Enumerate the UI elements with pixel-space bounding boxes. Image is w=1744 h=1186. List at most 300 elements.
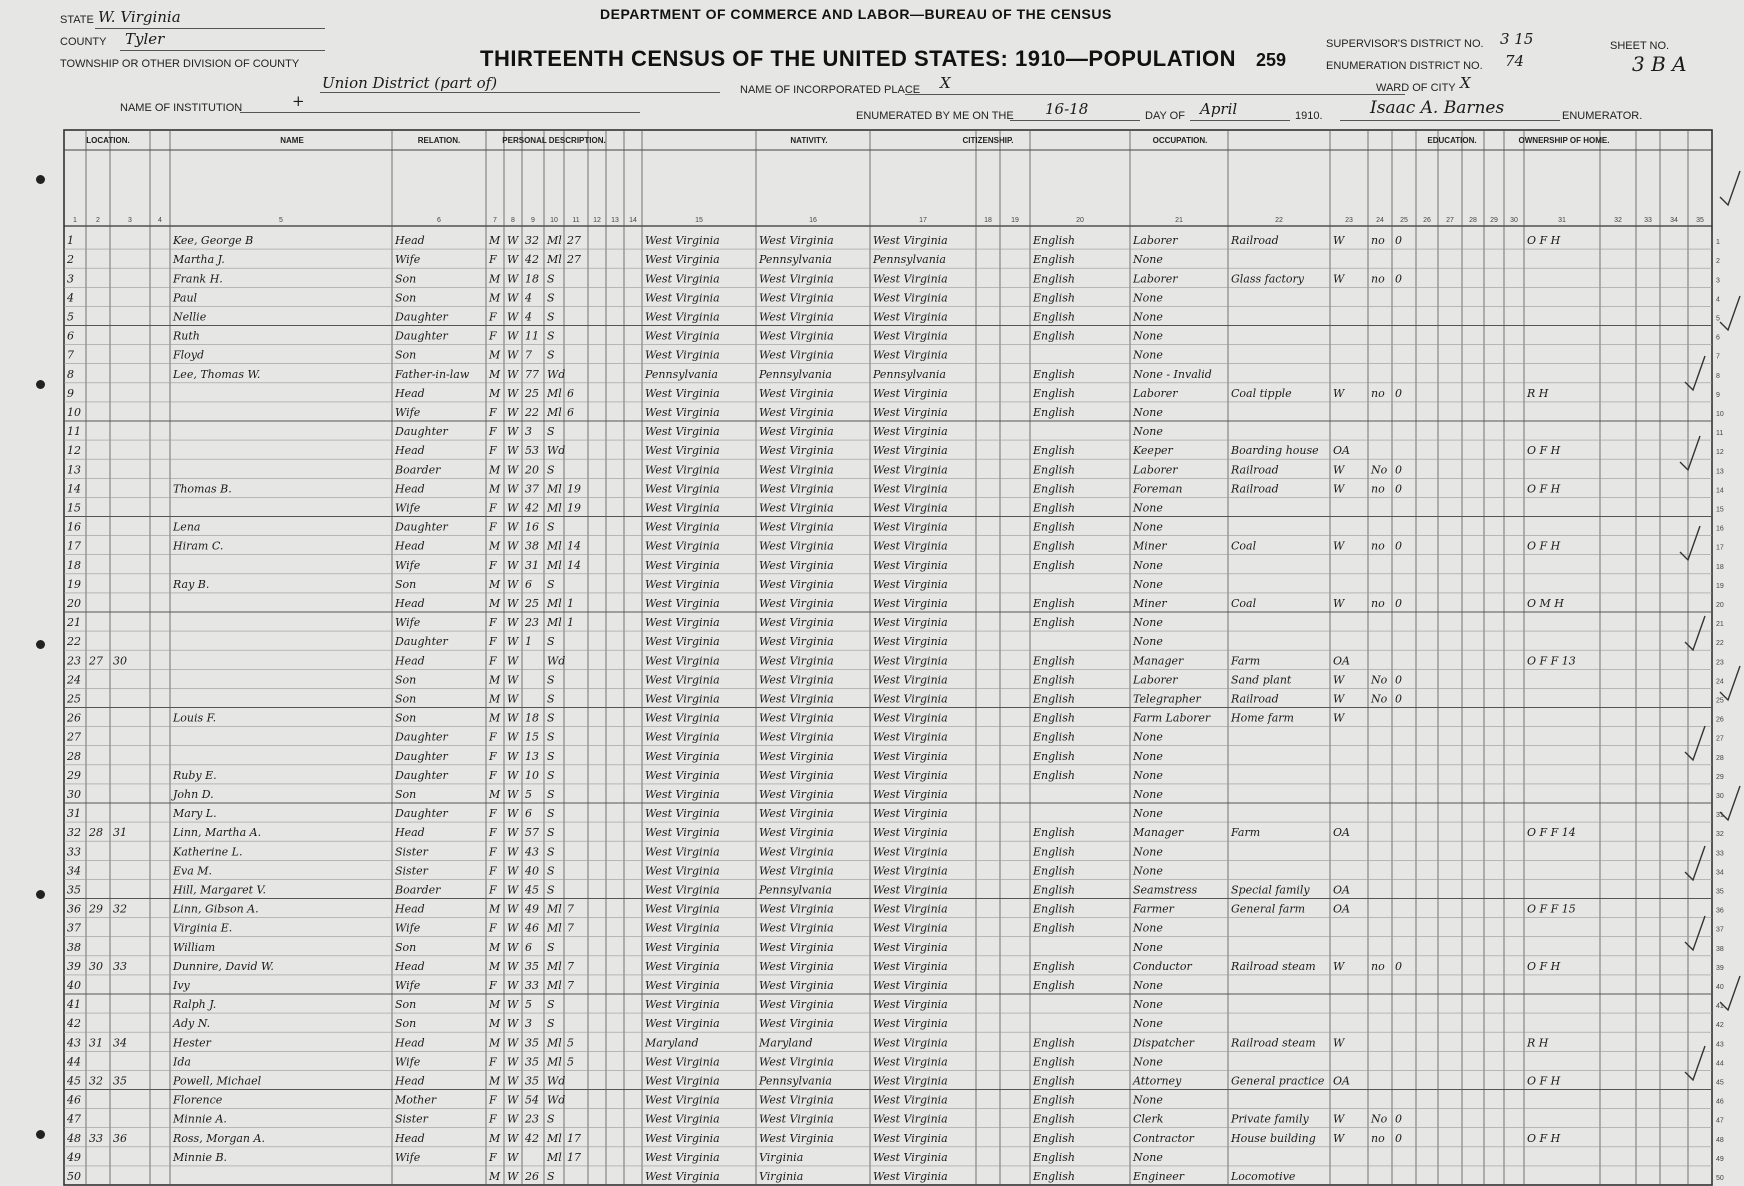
census-cell-rel: Head bbox=[395, 826, 425, 840]
row-number: 26 bbox=[1716, 716, 1724, 724]
census-cell-n: 17 bbox=[67, 539, 81, 553]
census-cell-lang: English bbox=[1033, 979, 1075, 992]
census-cell-lang: English bbox=[1033, 826, 1075, 840]
row-number: 47 bbox=[1716, 1117, 1724, 1125]
census-cell-pob: West Virginia bbox=[645, 1170, 720, 1183]
supervisor-label: SUPERVISOR'S DISTRICT NO. bbox=[1326, 38, 1484, 50]
column-number: 29 bbox=[1490, 217, 1498, 224]
row-number: 1 bbox=[1716, 239, 1720, 247]
census-cell-name: Powell, Michael bbox=[173, 1074, 262, 1088]
census-cell-age: 53 bbox=[525, 444, 539, 458]
row-number: 49 bbox=[1716, 1155, 1724, 1163]
census-cell-lang: English bbox=[1033, 291, 1075, 305]
census-cell-n: 48 bbox=[67, 1131, 81, 1145]
census-cell-fpob: West Virginia bbox=[759, 826, 834, 840]
census-cell-ind: Coal bbox=[1231, 597, 1257, 610]
census-cell-ms: Ml bbox=[547, 921, 562, 935]
census-cell-mpob: Pennsylvania bbox=[873, 253, 946, 267]
census-cell-dw: 33 bbox=[89, 1131, 103, 1145]
census-cell-race: W bbox=[507, 711, 519, 725]
census-cell-n: 3 bbox=[67, 272, 74, 286]
census-cell-sex: M bbox=[489, 463, 501, 477]
section-heading: NAME bbox=[280, 136, 304, 145]
census-cell-trade: Foreman bbox=[1133, 482, 1183, 496]
row-number: 20 bbox=[1716, 602, 1724, 609]
section-heading: OWNERSHIP OF HOME. bbox=[1518, 136, 1610, 145]
census-cell-lang: English bbox=[1033, 616, 1075, 630]
census-cell-home: O M H bbox=[1527, 597, 1564, 610]
census-cell-pob: West Virginia bbox=[645, 1017, 720, 1031]
census-cell-rel: Wife bbox=[395, 979, 421, 992]
census-cell-pob: West Virginia bbox=[645, 291, 720, 305]
census-cell-age: 25 bbox=[525, 597, 539, 610]
census-cell-rel: Son bbox=[395, 788, 417, 801]
census-cell-ms: S bbox=[547, 730, 555, 744]
census-cell-ind: General farm bbox=[1231, 902, 1306, 916]
census-cell-pob: West Virginia bbox=[645, 654, 720, 668]
census-cell-ms: S bbox=[547, 272, 555, 286]
census-cell-trade: None bbox=[1133, 577, 1163, 591]
census-cell-trade: None bbox=[1133, 329, 1163, 343]
census-cell-n: 37 bbox=[67, 921, 81, 935]
township-value: Union District (part of) bbox=[322, 74, 498, 92]
census-cell-n: 24 bbox=[67, 673, 81, 687]
census-cell-ms: Ml bbox=[547, 1055, 562, 1069]
binder-hole bbox=[36, 640, 45, 649]
census-cell-mpob: West Virginia bbox=[873, 520, 948, 534]
department-line: DEPARTMENT OF COMMERCE AND LABOR—BUREAU OF THE CENSUS bbox=[600, 6, 1112, 22]
census-cell-wk: 0 bbox=[1395, 959, 1402, 973]
column-number: 20 bbox=[1076, 217, 1084, 224]
census-cell-n: 38 bbox=[67, 940, 81, 954]
census-cell-rel: Head bbox=[395, 234, 425, 248]
census-cell-home: O F F 13 bbox=[1527, 654, 1576, 668]
census-cell-rel: Head bbox=[395, 1131, 425, 1145]
census-cell-trade: None bbox=[1133, 845, 1163, 859]
census-cell-fpob: West Virginia bbox=[759, 1017, 834, 1031]
census-cell-name: Minnie B. bbox=[173, 1150, 228, 1164]
census-cell-sex: M bbox=[489, 711, 501, 725]
census-cell-mpob: West Virginia bbox=[873, 864, 948, 878]
census-cell-rel: Son bbox=[395, 272, 417, 286]
census-cell-yrs: 1 bbox=[567, 616, 574, 630]
census-cell-fpob: West Virginia bbox=[759, 959, 834, 973]
census-cell-age: 35 bbox=[525, 1074, 539, 1088]
row-number: 25 bbox=[1716, 697, 1724, 705]
column-number: 1 bbox=[73, 217, 77, 224]
census-cell-name: Linn, Gibson A. bbox=[173, 902, 259, 916]
census-cell-sex: F bbox=[489, 749, 497, 763]
row-number: 23 bbox=[1716, 659, 1724, 667]
census-cell-sex: F bbox=[489, 845, 497, 859]
census-cell-sex: M bbox=[489, 1170, 501, 1183]
column-number: 33 bbox=[1644, 217, 1652, 224]
census-cell-n: 6 bbox=[67, 329, 74, 343]
census-cell-ms: Ml bbox=[547, 1150, 562, 1164]
census-cell-race: W bbox=[507, 558, 519, 572]
census-cell-pob: West Virginia bbox=[645, 1093, 720, 1107]
census-cell-home: O F H bbox=[1527, 539, 1561, 553]
census-cell-dw: 29 bbox=[89, 902, 103, 916]
census-cell-wk: 0 bbox=[1395, 539, 1402, 553]
census-cell-ind: Boarding house bbox=[1231, 444, 1319, 458]
census-cell-race: W bbox=[507, 1170, 519, 1183]
census-cell-n: 1 bbox=[67, 234, 74, 248]
census-cell-age: 10 bbox=[525, 768, 539, 782]
census-cell-lang: English bbox=[1033, 520, 1075, 534]
census-cell-emp: W bbox=[1333, 1131, 1345, 1145]
census-cell-fam: 30 bbox=[113, 654, 127, 668]
census-cell-fpob: West Virginia bbox=[759, 845, 834, 859]
census-cell-trade: None bbox=[1133, 425, 1163, 439]
census-cell-sex: F bbox=[489, 406, 497, 419]
census-cell-wk: 0 bbox=[1395, 234, 1402, 248]
census-cell-emp: W bbox=[1333, 673, 1345, 687]
census-cell-n: 19 bbox=[67, 577, 81, 591]
census-cell-ms: S bbox=[547, 692, 555, 706]
binder-hole bbox=[36, 1130, 45, 1139]
census-cell-wk: 0 bbox=[1395, 1131, 1402, 1145]
census-cell-mpob: West Virginia bbox=[873, 1036, 948, 1050]
census-cell-lang: English bbox=[1033, 367, 1075, 381]
state-label: STATE bbox=[60, 14, 94, 26]
census-cell-trade: Farm Laborer bbox=[1133, 711, 1211, 725]
census-cell-ow: No bbox=[1371, 1112, 1388, 1126]
census-cell-rel: Daughter bbox=[395, 520, 448, 534]
census-cell-rel: Father-in-law bbox=[395, 367, 470, 381]
census-cell-trade: None bbox=[1133, 730, 1163, 744]
census-cell-n: 29 bbox=[67, 768, 81, 782]
row-number: 42 bbox=[1716, 1022, 1724, 1030]
census-cell-lang: English bbox=[1033, 539, 1075, 553]
census-cell-rel: Daughter bbox=[395, 425, 448, 439]
census-cell-n: 26 bbox=[67, 711, 81, 725]
row-number: 36 bbox=[1716, 907, 1724, 915]
census-cell-rel: Head bbox=[395, 539, 425, 553]
census-cell-rel: Wife bbox=[395, 921, 421, 935]
census-cell-trade: Attorney bbox=[1133, 1074, 1182, 1088]
census-cell-n: 35 bbox=[67, 883, 81, 897]
census-cell-race: W bbox=[507, 959, 519, 973]
census-cell-lang: English bbox=[1033, 902, 1075, 916]
column-number: 35 bbox=[1696, 217, 1704, 224]
census-cell-n: 22 bbox=[67, 635, 81, 649]
census-cell-fpob: West Virginia bbox=[759, 577, 834, 591]
census-cell-ow: no bbox=[1371, 539, 1385, 553]
census-cell-ind: Coal tipple bbox=[1231, 386, 1292, 400]
census-cell-fpob: West Virginia bbox=[759, 234, 834, 248]
census-cell-trade: Clerk bbox=[1133, 1112, 1164, 1126]
census-cell-name: Ralph J. bbox=[173, 998, 217, 1012]
census-cell-trade: None bbox=[1133, 348, 1163, 362]
census-cell-yrs: 7 bbox=[567, 902, 574, 916]
census-cell-ms: S bbox=[547, 768, 555, 782]
census-cell-ms: S bbox=[547, 864, 555, 878]
census-cell-rel: Head bbox=[395, 482, 425, 496]
census-cell-race: W bbox=[507, 692, 519, 706]
census-cell-age: 37 bbox=[525, 482, 539, 496]
row-number: 22 bbox=[1716, 640, 1724, 648]
census-cell-race: W bbox=[507, 348, 519, 362]
census-cell-fpob: Virginia bbox=[759, 1170, 804, 1183]
census-cell-ms: S bbox=[547, 310, 555, 324]
census-cell-mpob: West Virginia bbox=[873, 482, 948, 496]
census-cell-trade: None bbox=[1133, 1017, 1163, 1031]
column-number: 11 bbox=[572, 217, 580, 224]
check-mark bbox=[1720, 296, 1740, 330]
census-cell-ow: no bbox=[1371, 272, 1385, 286]
census-cell-mpob: West Virginia bbox=[873, 749, 948, 763]
census-cell-rel: Wife bbox=[395, 501, 421, 515]
census-cell-name: Nellie bbox=[173, 310, 207, 324]
census-cell-fpob: West Virginia bbox=[759, 539, 834, 553]
census-cell-n: 11 bbox=[67, 425, 81, 439]
census-cell-fpob: West Virginia bbox=[759, 940, 834, 954]
census-cell-yrs: 14 bbox=[567, 558, 581, 572]
census-cell-mpob: West Virginia bbox=[873, 902, 948, 916]
census-cell-ms: Ml bbox=[547, 979, 562, 992]
census-cell-ms: S bbox=[547, 845, 555, 859]
census-cell-ms: Ml bbox=[547, 1131, 562, 1145]
census-cell-sex: M bbox=[489, 386, 501, 400]
census-cell-mpob: West Virginia bbox=[873, 979, 948, 992]
column-number: 5 bbox=[279, 217, 283, 224]
census-cell-race: W bbox=[507, 272, 519, 286]
census-cell-trade: None bbox=[1133, 501, 1163, 515]
census-cell-race: W bbox=[507, 979, 519, 992]
census-cell-age: 42 bbox=[525, 501, 539, 515]
census-cell-rel: Head bbox=[395, 654, 425, 668]
census-cell-race: W bbox=[507, 310, 519, 324]
census-cell-rel: Wife bbox=[395, 558, 421, 572]
census-cell-n: 34 bbox=[67, 864, 81, 878]
enumeration-label: ENUMERATION DISTRICT NO. bbox=[1326, 60, 1483, 72]
census-cell-age: 43 bbox=[525, 845, 539, 859]
row-number: 11 bbox=[1716, 430, 1724, 438]
census-cell-race: W bbox=[507, 463, 519, 477]
census-cell-ind: Farm bbox=[1231, 654, 1261, 668]
census-cell-lang: English bbox=[1033, 597, 1075, 610]
census-cell-pob: West Virginia bbox=[645, 979, 720, 992]
census-cell-sex: F bbox=[489, 1150, 497, 1164]
census-cell-race: W bbox=[507, 1017, 519, 1031]
census-cell-age: 40 bbox=[525, 864, 539, 878]
census-cell-lang: English bbox=[1033, 1055, 1075, 1069]
row-number: 32 bbox=[1716, 831, 1724, 839]
census-cell-trade: Farmer bbox=[1133, 902, 1174, 916]
census-cell-fpob: West Virginia bbox=[759, 673, 834, 687]
census-cell-sex: M bbox=[489, 291, 501, 305]
state-value: W. Virginia bbox=[98, 8, 181, 26]
census-cell-race: W bbox=[507, 597, 519, 610]
census-cell-rel: Head bbox=[395, 1036, 425, 1050]
census-cell-ind: Private family bbox=[1231, 1112, 1309, 1126]
census-cell-mpob: West Virginia bbox=[873, 673, 948, 687]
census-cell-mpob: West Virginia bbox=[873, 1170, 948, 1183]
census-cell-age: 23 bbox=[525, 616, 539, 630]
census-cell-home: O F H bbox=[1527, 959, 1561, 973]
census-cell-ms: Ml bbox=[547, 1036, 562, 1050]
census-cell-mpob: West Virginia bbox=[873, 998, 948, 1012]
census-cell-home: O F F 14 bbox=[1527, 826, 1576, 840]
census-cell-trade: Miner bbox=[1133, 597, 1167, 610]
census-cell-fpob: West Virginia bbox=[759, 291, 834, 305]
census-cell-rel: Sister bbox=[395, 845, 428, 859]
census-cell-pob: West Virginia bbox=[645, 329, 720, 343]
census-cell-yrs: 27 bbox=[567, 234, 581, 248]
census-cell-trade: None bbox=[1133, 940, 1163, 954]
census-cell-n: 14 bbox=[67, 482, 81, 496]
census-cell-sex: M bbox=[489, 539, 501, 553]
census-cell-sex: F bbox=[489, 1093, 497, 1107]
row-number: 41 bbox=[1716, 1003, 1724, 1011]
census-cell-lang: English bbox=[1033, 482, 1075, 496]
census-cell-race: W bbox=[507, 253, 519, 267]
census-cell-fpob: West Virginia bbox=[759, 902, 834, 916]
census-cell-age: 6 bbox=[525, 577, 532, 591]
census-cell-age: 42 bbox=[525, 253, 539, 267]
census-cell-name: Paul bbox=[173, 291, 198, 305]
census-cell-pob: West Virginia bbox=[645, 635, 720, 649]
census-cell-race: W bbox=[507, 577, 519, 591]
census-cell-ms: S bbox=[547, 940, 555, 954]
census-cell-pob: West Virginia bbox=[645, 348, 720, 362]
row-number: 7 bbox=[1716, 353, 1720, 361]
row-number: 44 bbox=[1716, 1060, 1724, 1068]
incorporated-label: NAME OF INCORPORATED PLACE bbox=[740, 84, 921, 96]
row-number: 9 bbox=[1716, 391, 1720, 399]
census-cell-ms: S bbox=[547, 673, 555, 687]
census-cell-mpob: West Virginia bbox=[873, 788, 948, 801]
census-cell-rel: Daughter bbox=[395, 635, 448, 649]
row-number: 39 bbox=[1716, 964, 1724, 972]
census-cell-mpob: West Virginia bbox=[873, 386, 948, 400]
census-cell-fpob: West Virginia bbox=[759, 807, 834, 821]
census-cell-ms: S bbox=[547, 998, 555, 1012]
census-cell-name: Ross, Morgan A. bbox=[173, 1131, 265, 1145]
census-cell-race: W bbox=[507, 234, 519, 248]
census-cell-race: W bbox=[507, 1093, 519, 1107]
census-cell-pob: West Virginia bbox=[645, 444, 720, 458]
census-cell-fpob: West Virginia bbox=[759, 979, 834, 992]
census-cell-n: 40 bbox=[67, 979, 81, 992]
census-cell-trade: None bbox=[1133, 807, 1163, 821]
row-number: 43 bbox=[1716, 1041, 1724, 1049]
column-number: 19 bbox=[1011, 217, 1019, 224]
census-cell-race: W bbox=[507, 1074, 519, 1088]
page-number: 259 bbox=[1256, 50, 1287, 70]
census-cell-name: Lena bbox=[173, 520, 201, 534]
census-cell-age: 33 bbox=[525, 979, 539, 992]
column-number: 6 bbox=[437, 217, 441, 224]
census-cell-rel: Boarder bbox=[395, 883, 441, 897]
census-cell-race: W bbox=[507, 864, 519, 878]
census-cell-age: 5 bbox=[525, 998, 532, 1012]
census-cell-sex: F bbox=[489, 444, 497, 458]
census-cell-age: 4 bbox=[525, 291, 532, 305]
census-cell-race: W bbox=[507, 425, 519, 439]
row-number: 15 bbox=[1716, 506, 1724, 514]
census-cell-lang: English bbox=[1033, 864, 1075, 878]
census-cell-mpob: West Virginia bbox=[873, 845, 948, 859]
census-cell-pob: West Virginia bbox=[645, 940, 720, 954]
census-cell-name: Ray B. bbox=[173, 577, 210, 591]
row-number: 17 bbox=[1716, 544, 1724, 552]
census-cell-fam: 33 bbox=[113, 959, 127, 973]
census-cell-mpob: West Virginia bbox=[873, 654, 948, 668]
census-cell-emp: OA bbox=[1333, 883, 1350, 897]
census-cell-sex: F bbox=[489, 616, 497, 630]
census-cell-race: W bbox=[507, 883, 519, 897]
census-cell-trade: None bbox=[1133, 253, 1163, 267]
row-number: 12 bbox=[1716, 449, 1724, 457]
census-cell-rel: Head bbox=[395, 902, 425, 916]
census-cell-mpob: West Virginia bbox=[873, 768, 948, 782]
census-cell-age: 57 bbox=[525, 826, 539, 840]
census-cell-rel: Son bbox=[395, 692, 417, 706]
census-cell-rel: Son bbox=[395, 673, 417, 687]
institution-label: NAME OF INSTITUTION bbox=[120, 102, 243, 114]
census-cell-sex: M bbox=[489, 234, 501, 248]
census-cell-age: 11 bbox=[525, 329, 539, 343]
sheet-value: 3 B A bbox=[1632, 52, 1687, 76]
census-cell-ms: S bbox=[547, 749, 555, 763]
institution-value: + bbox=[292, 92, 305, 110]
census-cell-race: W bbox=[507, 520, 519, 534]
census-cell-fpob: West Virginia bbox=[759, 692, 834, 706]
census-cell-yrs: 7 bbox=[567, 979, 574, 992]
census-cell-dw: 28 bbox=[89, 826, 103, 840]
census-cell-emp: W bbox=[1333, 1112, 1345, 1126]
census-cell-race: W bbox=[507, 826, 519, 840]
census-cell-trade: Miner bbox=[1133, 539, 1167, 553]
section-heading: RELATION. bbox=[417, 136, 461, 145]
census-cell-emp: W bbox=[1333, 272, 1345, 286]
census-cell-mpob: West Virginia bbox=[873, 406, 948, 419]
census-cell-age: 3 bbox=[525, 1017, 532, 1031]
census-cell-age: 18 bbox=[525, 272, 539, 286]
census-cell-yrs: 6 bbox=[567, 386, 574, 400]
census-cell-ow: no bbox=[1371, 386, 1385, 400]
census-cell-pob: West Virginia bbox=[645, 1150, 720, 1164]
census-cell-rel: Head bbox=[395, 597, 425, 610]
census-cell-lang: English bbox=[1033, 673, 1075, 687]
census-cell-ms: Ml bbox=[547, 597, 562, 610]
supervisor-value: 3 15 bbox=[1500, 30, 1534, 48]
row-number: 2 bbox=[1716, 258, 1720, 266]
census-cell-pob: West Virginia bbox=[645, 463, 720, 477]
census-cell-trade: Engineer bbox=[1133, 1170, 1185, 1183]
census-cell-race: W bbox=[507, 1055, 519, 1069]
census-cell-sex: F bbox=[489, 979, 497, 992]
column-number: 14 bbox=[629, 217, 637, 224]
census-cell-ms: S bbox=[547, 788, 555, 801]
census-cell-lang: English bbox=[1033, 654, 1075, 668]
census-cell-mpob: West Virginia bbox=[873, 692, 948, 706]
census-cell-pob: West Virginia bbox=[645, 234, 720, 248]
census-cell-rel: Son bbox=[395, 577, 417, 591]
census-cell-mpob: West Virginia bbox=[873, 1112, 948, 1126]
census-cell-trade: Telegrapher bbox=[1133, 692, 1201, 706]
census-cell-n: 5 bbox=[67, 310, 74, 324]
row-number: 27 bbox=[1716, 735, 1724, 743]
census-cell-age: 35 bbox=[525, 1036, 539, 1050]
census-cell-rel: Boarder bbox=[395, 463, 441, 477]
census-cell-trade: Laborer bbox=[1133, 463, 1178, 477]
census-cell-ow: No bbox=[1371, 692, 1388, 706]
census-cell-rel: Son bbox=[395, 348, 417, 362]
census-cell-mpob: West Virginia bbox=[873, 807, 948, 821]
